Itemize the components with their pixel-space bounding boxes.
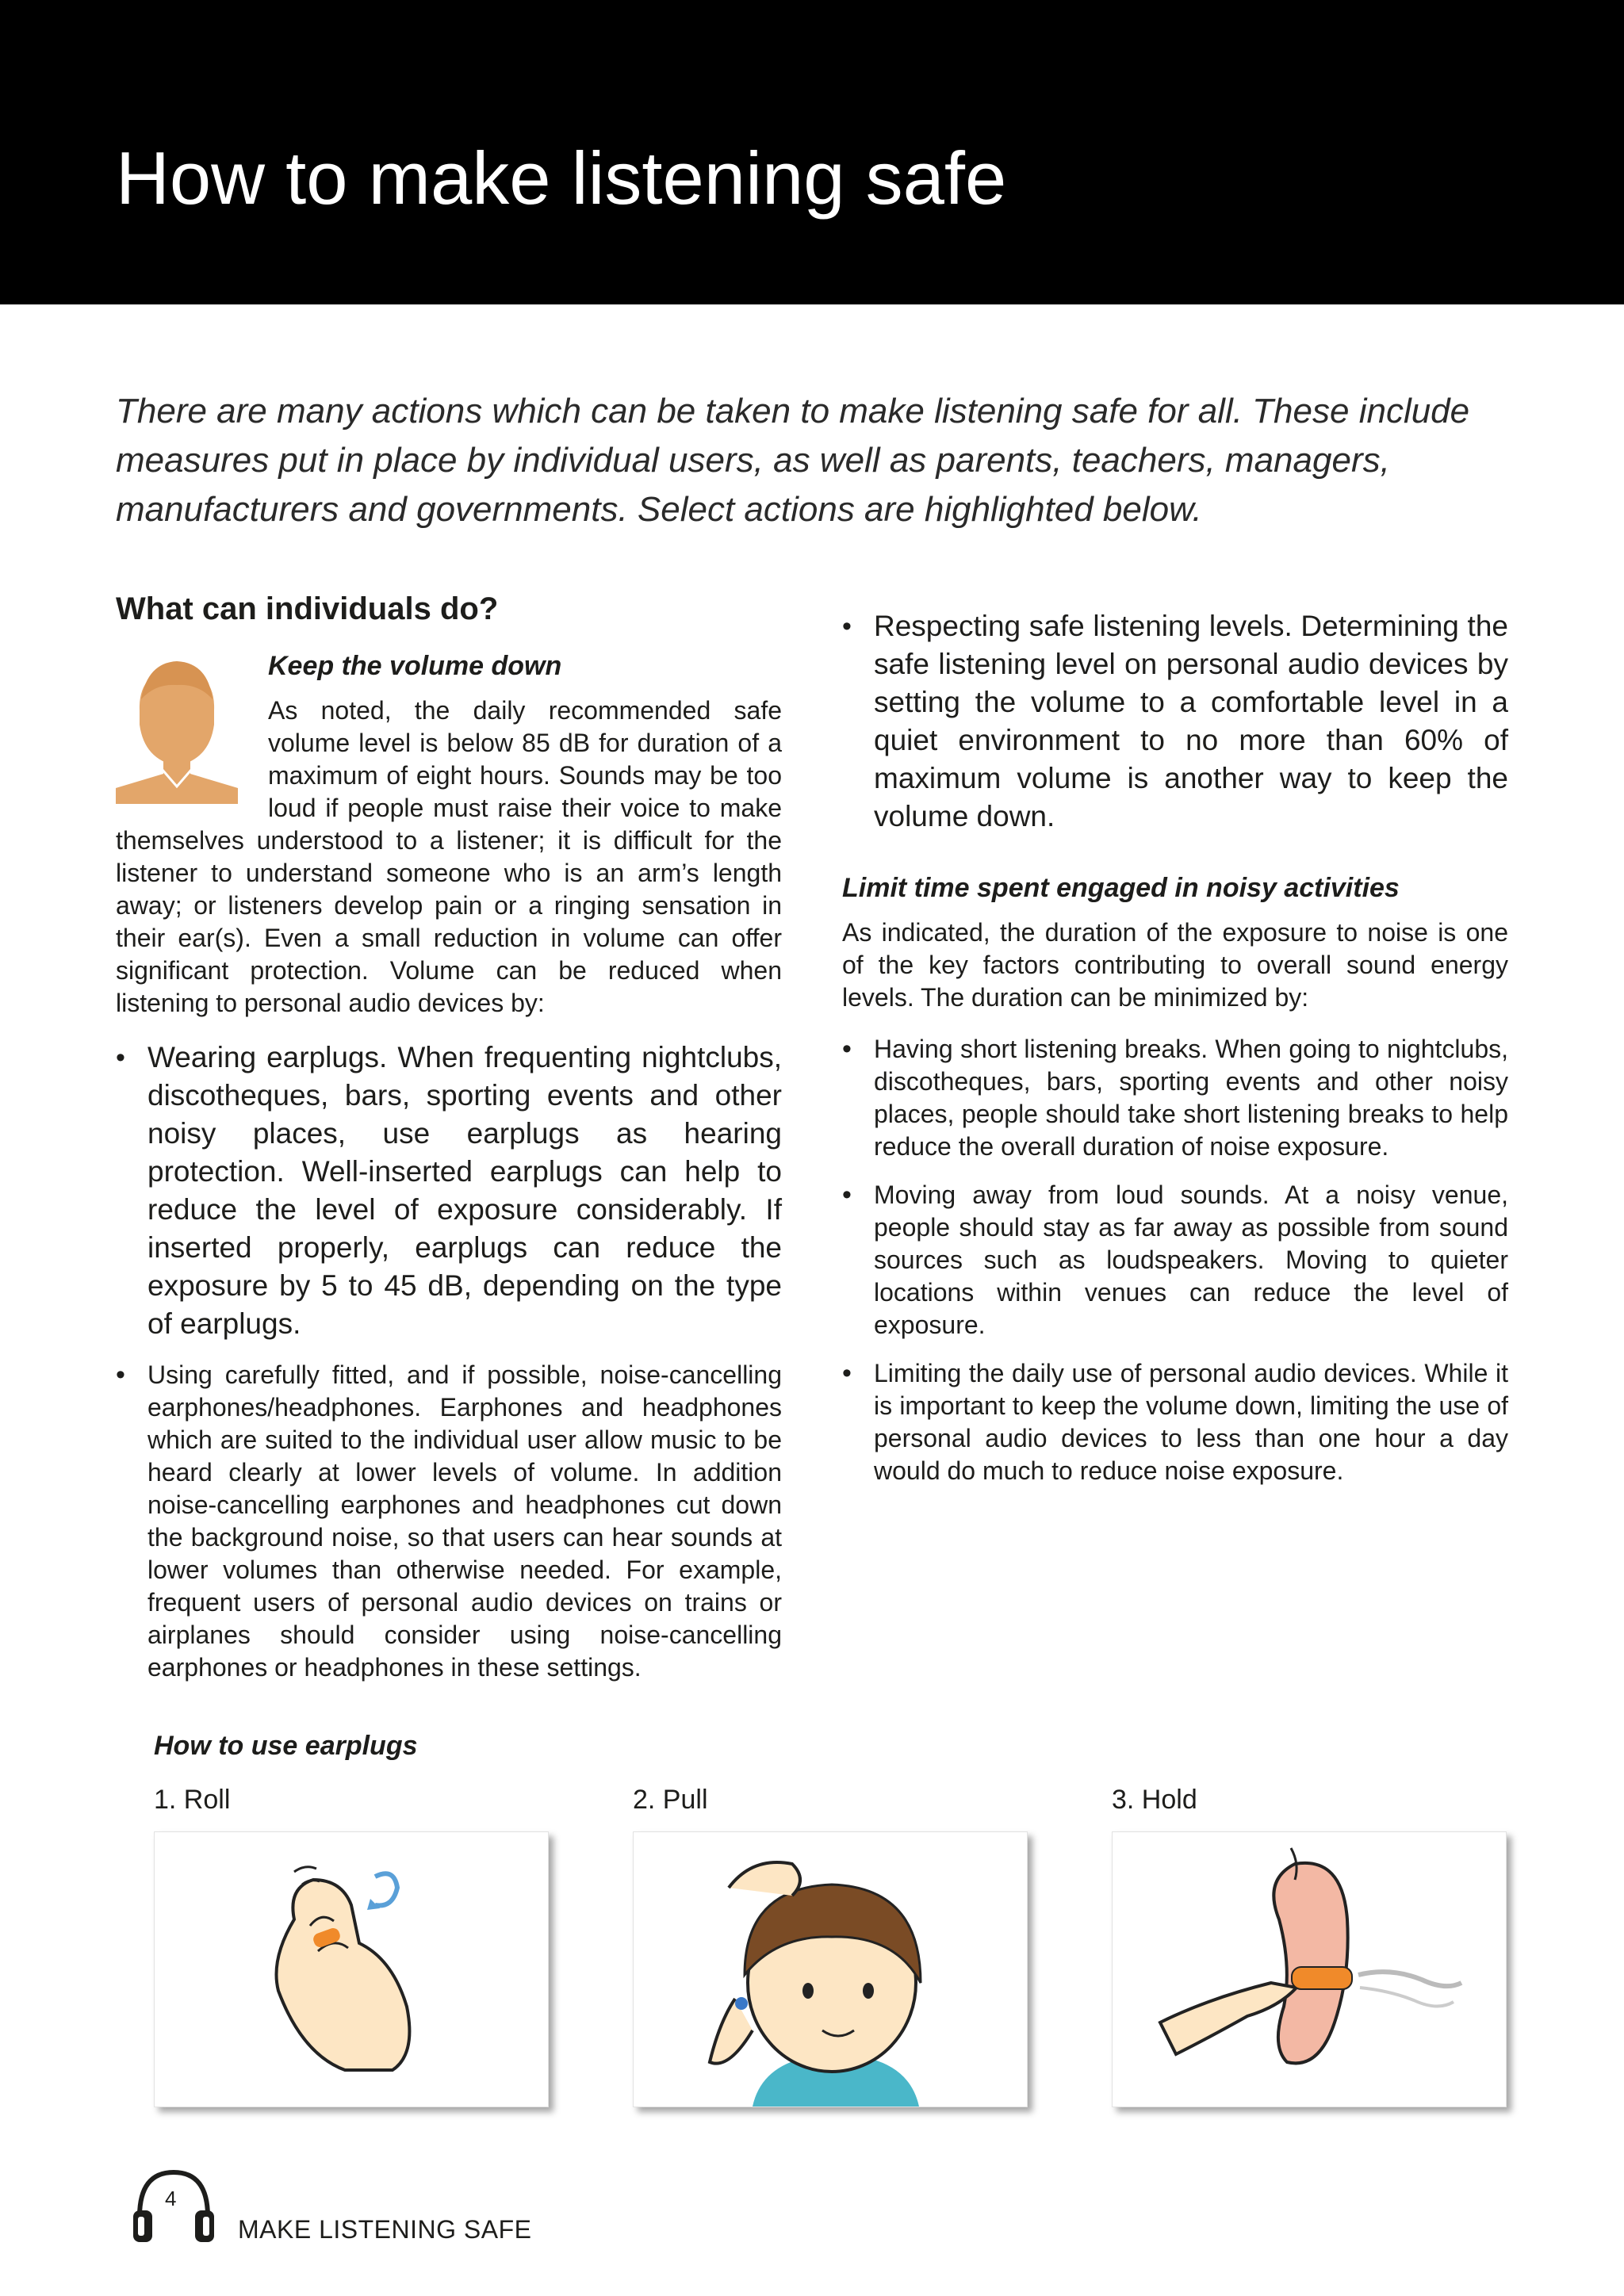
step-pull: [633, 1782, 1029, 2107]
list-item: • Wearing earplugs. When frequenting nightclubs, discotheques, bars, sporting events and other noisy places, use earplugs as hearing protection. Well-inserted earplugs can help to reduce the level of exposure considerably. If inserted properly, earplugs can reduce the exposure by 5 to 45 dB, depending on the type of earplugs.: [116, 1039, 782, 1343]
page-title: How to make listening safe: [116, 136, 1007, 220]
step-label: 2. Pull: [633, 1785, 708, 1815]
list-item: • Using carefully fitted, and if possible, noise-cancelling earphones/headphones. Earphones and headphones which are suited to the individual user allow music to be heard clearly at lower levels of volume. In addition noise-cancelling earphones and headphones cut down the background noise, so that users can hear sounds at lower volumes than otherwise needed. For example, frequent users of personal audio devices on trains or airplanes should consider using noise-cancelling earphones or headphones in these settings.: [116, 1359, 782, 1684]
volume-paragraph: As noted, the daily recommended safe volume level is below 85 dB for duration of a maximum of eight hours. Sounds may be too loud if people must raise their voice to make themselves understood to a listener; it is difficult for the listener to understand someone who is an arm’s length away; or listeners develop pain or a ringing sensation in their ear(s). Even a small reduction in volume can offer significant protection. Volume can be reduced when listening to personal audio devices by:: [116, 696, 782, 1017]
limit-time-paragraph: As indicated, the duration of the exposure to noise is one of the key factors contributing to overall sound energy levels. The duration can be minimized by:: [842, 918, 1508, 1012]
roll-illustration: [154, 1831, 549, 2107]
pull-illustration: [633, 1831, 1028, 2107]
step-roll: [154, 1782, 550, 2107]
subheading-limit-time: Limit time spent engaged in noisy activities: [842, 873, 1400, 903]
footer-title: MAKE LISTENING SAFE: [238, 2215, 532, 2244]
right-bullet-list: [842, 1033, 1508, 1487]
left-column: [116, 588, 782, 1700]
earplugs-heading: How to use earplugs: [154, 1731, 418, 1761]
page-number: 4: [165, 2187, 177, 2210]
person-icon: [116, 649, 238, 804]
right-top-bullet-list: [842, 607, 1508, 836]
step-label: 1. Roll: [154, 1785, 231, 1815]
subheading-volume: Keep the volume down: [268, 651, 562, 681]
left-bullet-list: [116, 1039, 782, 1684]
step-label: 3. Hold: [1112, 1785, 1197, 1815]
hold-illustration: [1112, 1831, 1507, 2107]
section-heading-individuals: What can individuals do?: [116, 591, 499, 626]
step-hold: [1112, 1782, 1508, 2107]
list-item: • Having short listening breaks. When going to nightclubs, discotheques, bars, sporting events and other noisy places, people should take short listening breaks to help reduce the overall duration of noise exposure.: [842, 1033, 1508, 1163]
list-item: • Limiting the daily use of personal audio devices. While it is important to keep the volume down, limiting the use of personal audio devices to less than one hour a day would do much to reduce noise exposure.: [842, 1357, 1508, 1487]
header-banner: [0, 0, 1624, 304]
list-item: • Respecting safe listening levels. Determining the safe listening level on personal audio devices by setting the volume to a comfortable level in a quiet environment to no more than 60% of maximum volume is another way to keep the volume down.: [842, 607, 1508, 836]
intro-text: There are many actions which can be taken to make listening safe for all. These include measures put in place by individual users, as well as parents, teachers, managers, manufacturers and governments. Select actions are highlighted below.: [116, 392, 1470, 529]
list-item: • Moving away from loud sounds. At a noisy venue, people should stay as far away as possible from sound sources such as loudspeakers. Moving to quieter locations within venues can reduce the level of exposure.: [842, 1179, 1508, 1341]
right-column: [842, 588, 1508, 1503]
